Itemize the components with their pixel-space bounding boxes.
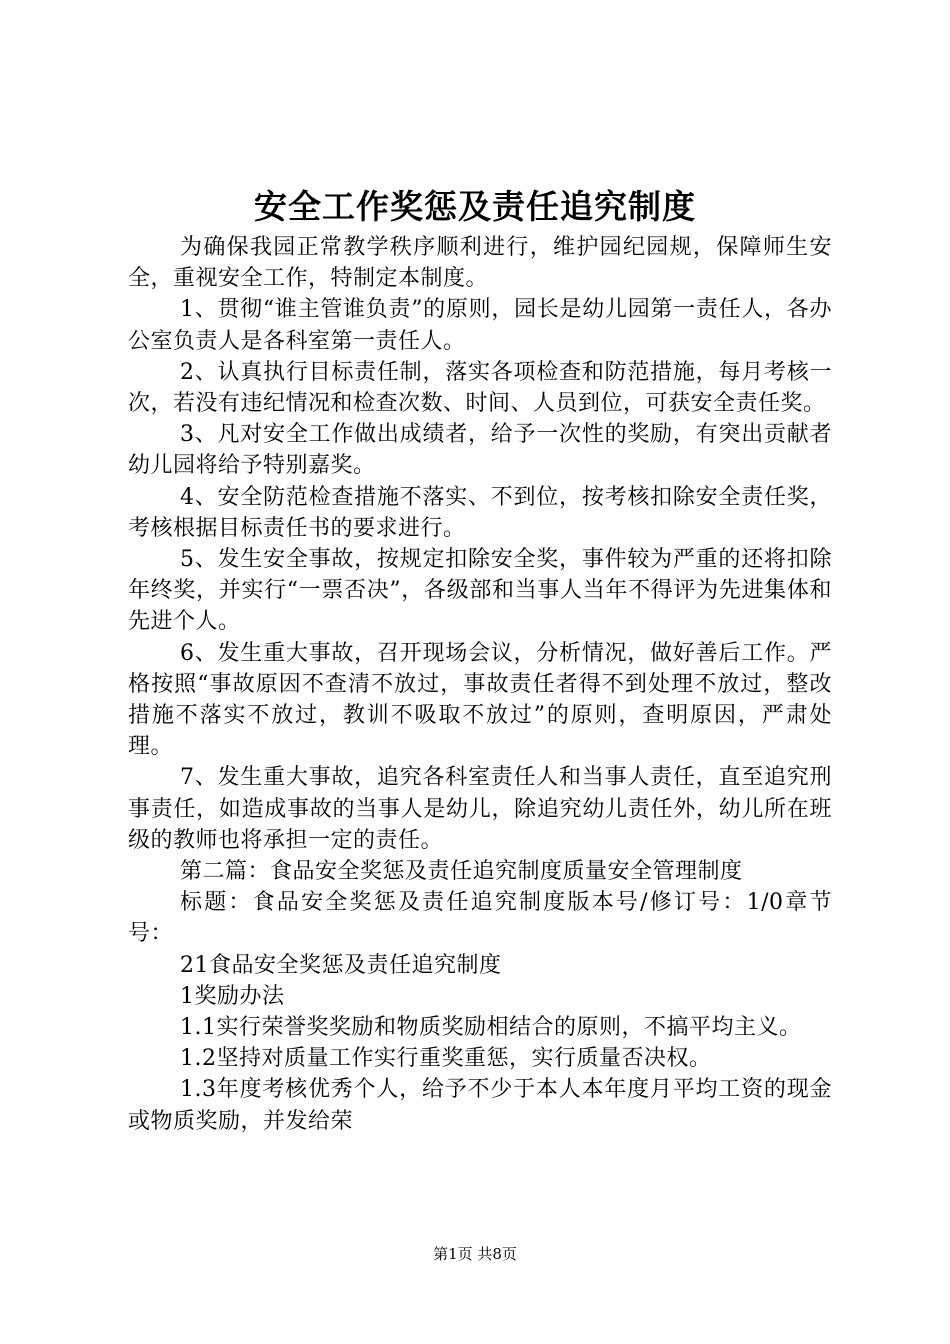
paragraph-doc-meta: 标题：食品安全奖惩及责任追究制度版本号/修订号：1/0章节号： [128, 890, 832, 947]
paragraph-intro: 为确保我园正常教学秩序顺利进行，维护园纪园规，保障师生安全，重视安全工作，特制定本制度。 [128, 235, 832, 292]
paragraph-reward-1-2: 1.2坚持对质量工作实行重奖重惩，实行质量否决权。 [180, 1046, 712, 1072]
paragraph-item-3: 3、凡对安全工作做出成绩者，给予一次性的奖励，有突出贡献者幼儿园将给予特别嘉奖。 [128, 422, 832, 479]
paragraph-item-4: 4、安全防范检查措施不落实、不到位，按考核扣除安全责任奖，考核根据目标责任书的要求进行。 [128, 484, 832, 541]
paragraph-reward-heading: 1奖励办法 [180, 983, 285, 1009]
paragraph-reward-1-1: 1.1实行荣誉奖奖励和物质奖励相结合的原则，不搞平均主义。 [180, 1015, 802, 1041]
document-body [128, 232, 832, 1137]
paragraph-section-2-heading: 第二篇：食品安全奖惩及责任追究制度质量安全管理制度 [180, 859, 743, 885]
paragraph-item-5: 5、发生安全事故，按规定扣除安全奖，事件较为严重的还将扣除年终奖，并实行“一票否决”，各级部和当事人当年不得评为先进集体和先进个人。 [128, 547, 832, 635]
paragraph-chapter-title: 21食品安全奖惩及责任追究制度 [180, 952, 502, 978]
document-title: 安全工作奖惩及责任追究制度 [254, 187, 696, 226]
paragraph-item-1: 1、贯彻“谁主管谁负责”的原则，园长是幼儿园第一责任人，各办公室负责人是各科室第一责任人。 [128, 297, 832, 354]
paragraph-reward-1-3: 1.3年度考核优秀个人，给予不少于本人本年度月平均工资的现金或物质奖励，并发给荣 [128, 1077, 832, 1134]
paragraph-item-7: 7、发生重大事故，追究各科室责任人和当事人责任，直至追究刑事责任，如造成事故的当事人是幼儿，除追究幼儿责任外，幼儿所在班级的教师也将承担一定的责任。 [128, 765, 832, 853]
page-footer: 第1页 共8页 [433, 1245, 517, 1263]
paragraph-item-2: 2、认真执行目标责任制，落实各项检查和防范措施，每月考核一次，若没有违纪情况和检查次数、时间、人员到位，可获安全责任奖。 [128, 359, 832, 417]
paragraph-item-6: 6、发生重大事故，召开现场会议，分析情况，做好善后工作。严格按照“事故原因不查清不放过，事故责任者得不到处理不放过，整改措施不落实不放过，教训不吸取不放过”的原则，查明原因，严肃处理。 [128, 640, 832, 760]
